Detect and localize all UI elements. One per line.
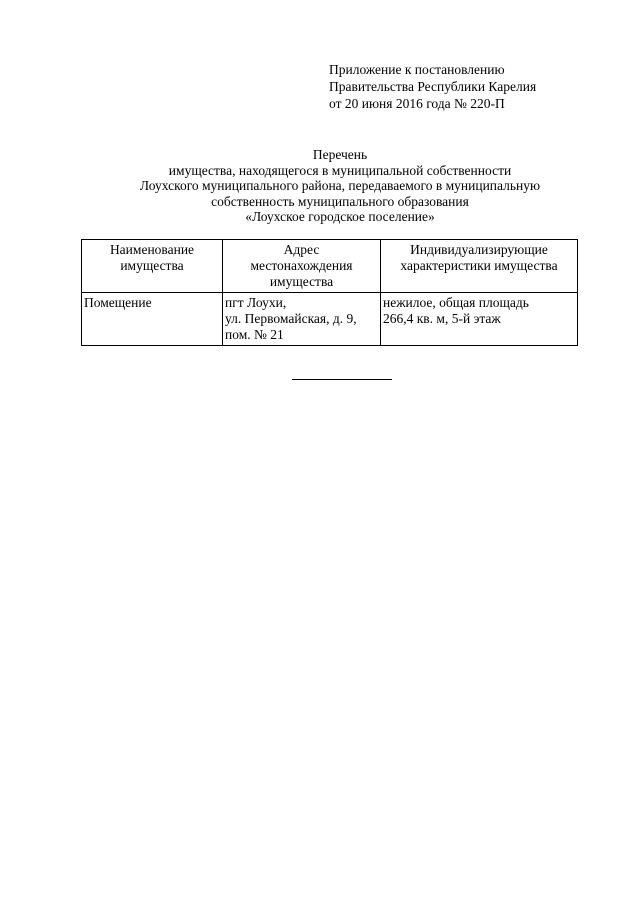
heading-line: собственность муниципального образования bbox=[211, 193, 469, 209]
cell-characteristics: нежилое, общая площадь 266,4 кв. м, 5-й этаж bbox=[381, 293, 578, 346]
end-divider bbox=[292, 379, 392, 380]
appendix-block bbox=[329, 61, 629, 112]
heading-line: Лоухского муниципального района, передаваемого в муниципальную bbox=[139, 178, 541, 194]
appendix-line: Приложение к постановлению bbox=[329, 62, 505, 77]
table-row bbox=[82, 293, 578, 346]
appendix-line: Правительства Республики Карелия bbox=[329, 79, 537, 94]
cell-address: пгт Лоухи, ул. Первомайская, д. 9, пом. № 21 bbox=[223, 293, 381, 346]
header-address: Адрес местонахождения имущества bbox=[223, 240, 381, 293]
appendix-line: от 20 июня 2016 года № 220-П bbox=[329, 96, 505, 111]
heading-title: Перечень bbox=[312, 147, 368, 162]
property-table bbox=[81, 239, 578, 346]
document-heading bbox=[80, 147, 600, 225]
table-header-row bbox=[82, 240, 578, 293]
header-name: Наименование имущества bbox=[82, 240, 223, 293]
cell-name: Помещение bbox=[82, 293, 223, 346]
heading-line: имущества, находящегося в муниципальной собственности bbox=[168, 162, 512, 178]
header-characteristics: Индивидуализирующие характеристики имущества bbox=[381, 240, 578, 293]
heading-line: «Лоухское городское поселение» bbox=[245, 209, 435, 225]
